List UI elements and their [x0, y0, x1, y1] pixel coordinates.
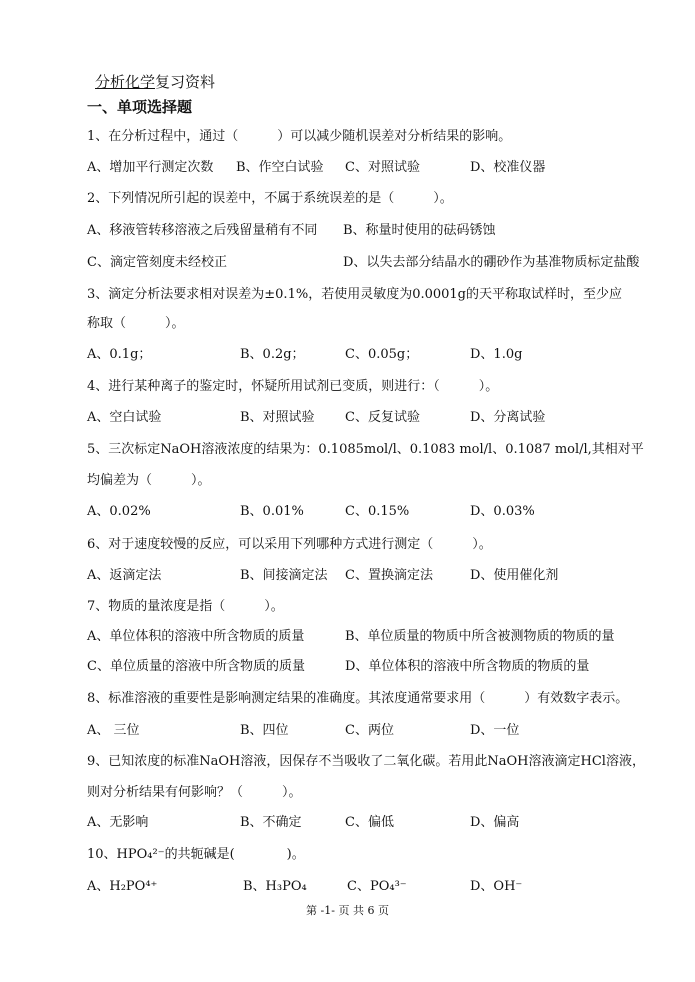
- answer-option: A、0.1g；: [87, 347, 152, 362]
- answer-option: B、H₃PO₄: [243, 879, 307, 894]
- answer-option: B、间接滴定法: [240, 568, 328, 583]
- answer-option: A、0.02%: [87, 504, 151, 519]
- answer-option: D、OH⁻: [470, 879, 523, 894]
- question-line: 3、滴定分析法要求相对误差为±0.1%，若使用灵敏度为0.0001g的天平称取试样时，至少应: [87, 287, 622, 302]
- answer-option: B、不确定: [240, 815, 302, 830]
- answer-option: D、单位体积的溶液中所含物质的物质的量: [345, 659, 590, 674]
- question-line: 6、对于速度较慢的反应，可以采用下列哪种方式进行测定（ ）。: [87, 537, 492, 552]
- question-line: 4、进行某种离子的鉴定时，怀疑所用试剂已变质，则进行：（ ）。: [87, 379, 499, 394]
- question-line: 5、三次标定NaOH溶液浓度的结果为：0.1085mol/l、0.1083 mol/l、0.1087 mol/l,其相对平: [87, 442, 644, 457]
- answer-option: D、使用催化剂: [470, 568, 559, 583]
- answer-option: D、0.03%: [470, 504, 535, 519]
- answer-option: D、一位: [470, 723, 520, 738]
- answer-option: C、反复试验: [345, 410, 420, 425]
- answer-option: B、作空白试验: [236, 160, 324, 175]
- answer-option: A、返滴定法: [87, 568, 162, 583]
- answer-option: A、单位体积的溶液中所含物质的质量: [87, 629, 305, 644]
- question-line: 均偏差为（ ）。: [87, 473, 211, 488]
- answer-option: B、对照试验: [240, 410, 315, 425]
- answer-option: B、称量时使用的砝码锈蚀: [343, 223, 496, 238]
- answer-option: A、无影响: [87, 815, 149, 830]
- answer-option: B、0.01%: [240, 504, 304, 519]
- question-line: 10、HPO₄²⁻的共轭碱是( )。: [87, 847, 305, 862]
- answer-option: A、 三位: [87, 723, 140, 738]
- document-title: [95, 74, 215, 90]
- answer-option: C、两位: [345, 723, 394, 738]
- answer-option: A、H₂PO⁴⁺: [87, 879, 158, 894]
- answer-option: B、单位质量的物质中所含被测物质的物质的量: [345, 629, 615, 644]
- answer-option: C、置换滴定法: [345, 568, 433, 583]
- answer-option: C、单位质量的溶液中所含物质的质量: [87, 659, 305, 674]
- question-line: 则对分析结果有何影响？（ ）。: [87, 785, 302, 800]
- question-line: 9、已知浓度的标准NaOH溶液，因保存不当吸收了二氧化碳。若用此NaOH溶液滴定HCl溶液，: [87, 754, 645, 769]
- question-line: 2、下列情况所引起的误差中，不属于系统误差的是（ ）。: [87, 191, 453, 206]
- answer-option: C、0.15%: [345, 504, 410, 519]
- answer-option: C、0.05g；: [345, 347, 419, 362]
- section-heading: 一、单项选择题: [87, 98, 193, 116]
- answer-option: A、移液管转移溶液之后残留量稍有不同: [87, 223, 318, 238]
- page-footer: 第 -1- 页 共 6 页: [306, 904, 389, 917]
- question-line: 称取（ ）。: [87, 316, 185, 331]
- answer-option: C、偏低: [345, 815, 394, 830]
- answer-option: D、以失去部分结晶水的硼砂作为基准物质标定盐酸: [343, 255, 640, 270]
- answer-option: D、分离试验: [470, 410, 546, 425]
- answer-option: C、PO₄³⁻: [347, 879, 407, 894]
- question-line: 8、标准溶液的重要性是影响测定结果的准确度。其浓度通常要求用（ ）有效数字表示。: [87, 691, 629, 706]
- answer-option: D、1.0g: [470, 347, 523, 362]
- title-underlined: 分析化学: [95, 73, 156, 91]
- answer-option: B、四位: [240, 723, 289, 738]
- question-line: 7、物质的量浓度是指（ ）。: [87, 599, 284, 614]
- title-rest: 复习资料: [155, 73, 216, 91]
- answer-option: A、空白试验: [87, 410, 162, 425]
- answer-option: A、增加平行测定次数: [87, 160, 214, 175]
- question-line: 1、在分析过程中，通过（ ）可以减少随机误差对分析结果的影响。: [87, 129, 512, 144]
- answer-option: C、对照试验: [345, 160, 420, 175]
- answer-option: C、滴定管刻度未经校正: [87, 255, 227, 270]
- answer-option: B、0.2g；: [240, 347, 305, 362]
- answer-option: D、偏高: [470, 815, 520, 830]
- answer-option: D、校准仪器: [470, 160, 546, 175]
